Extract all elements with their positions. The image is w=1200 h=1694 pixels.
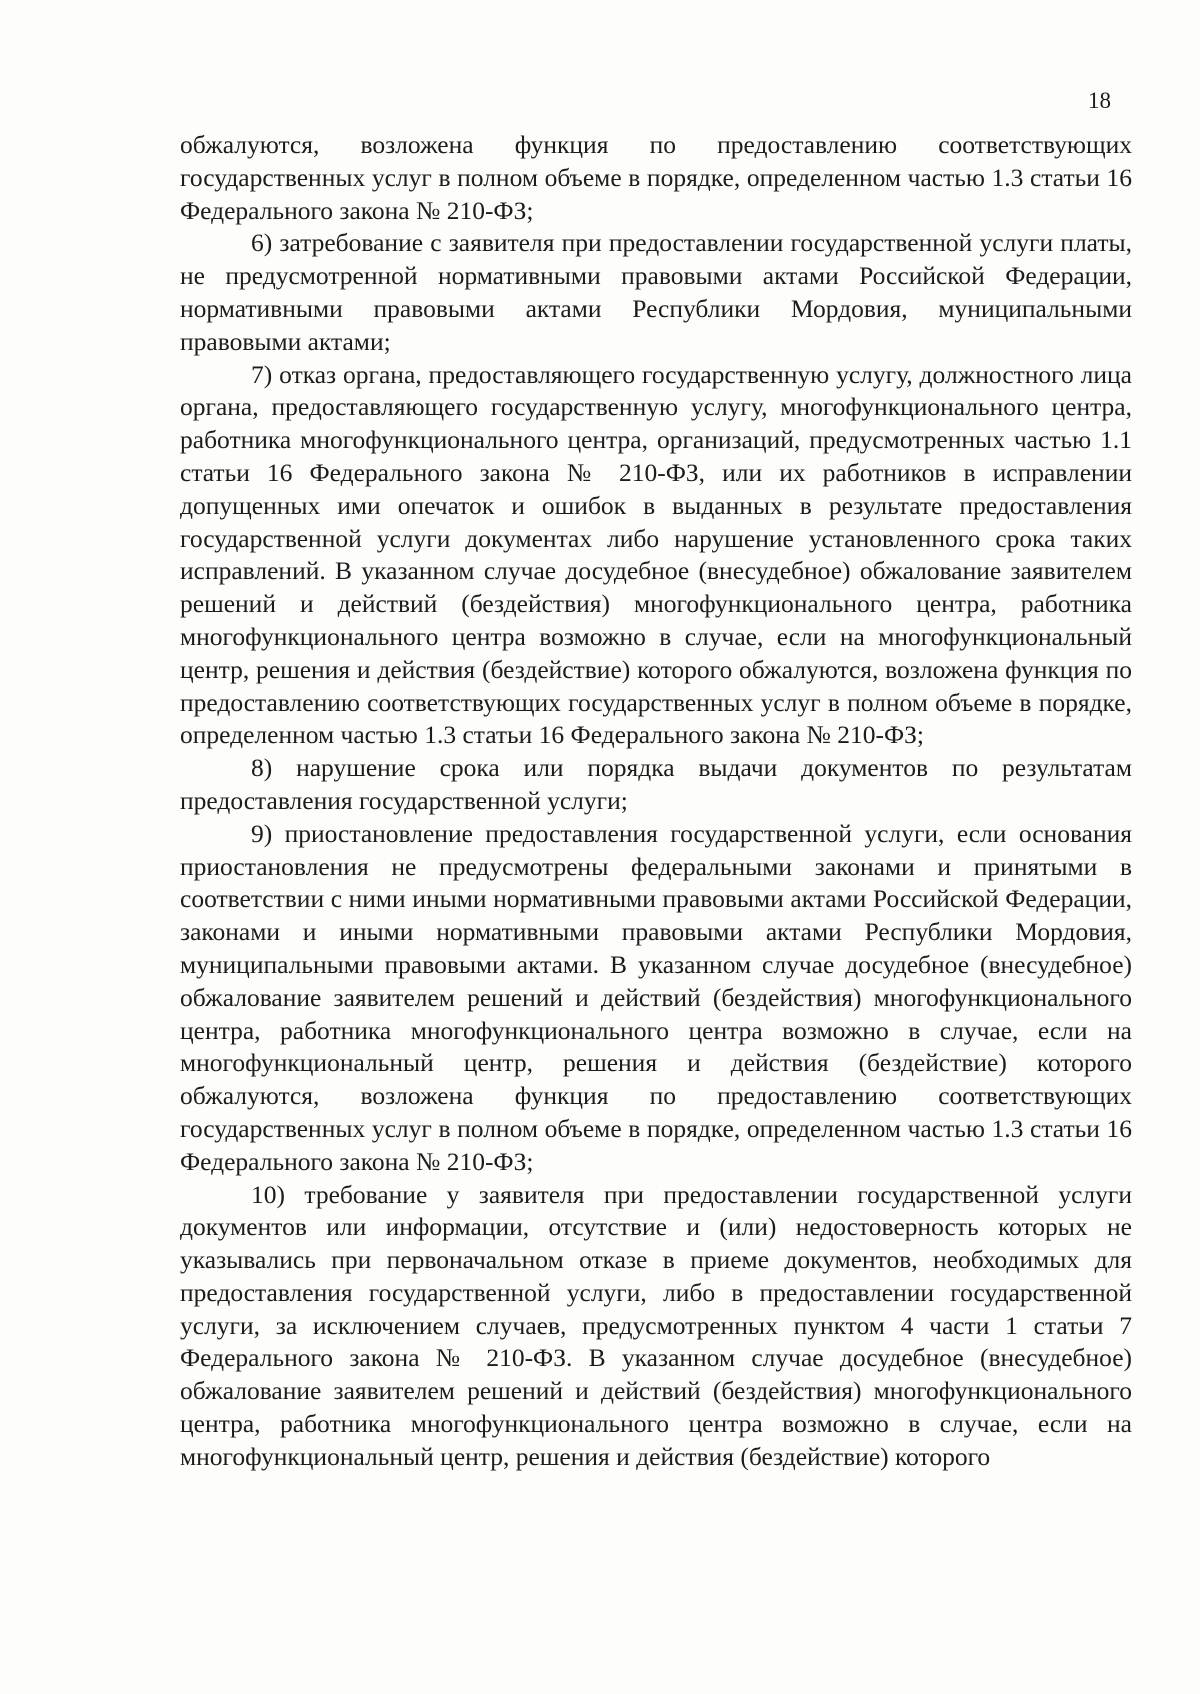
paragraph-item-7: 7) отказ органа, предоставляющего государственную услугу, должностного лица органа, предоставляющего государственную услугу, многофункционального центра, работника многофункционального центра, организаций, предусмотренных частью 1.1 статьи 16 Федерального закона № 210-ФЗ, или их работников в исправлении допущенных ими опечаток и ошибок в выданных в результате предоставления государственной услуги документах либо нарушение установленного срока таких исправлений. В указанном случае досудебное (внесудебное) обжалование заявителем решений и действий (бездействия) многофункционального центра, работника многофункционального центра возможно в случае, если на многофункциональный центр, решения и действия (бездействие) которого обжалуются, возложена функция по предоставлению соответствующих государственных услуг в полном объеме в порядке, определенном частью 1.3 статьи 16 Федерального закона № 210-ФЗ; xyxy=(180,359,1132,750)
document-body xyxy=(180,129,1132,1474)
paragraph-item-8: 8) нарушение срока или порядка выдачи документов по результатам предоставления государственной услуги; xyxy=(180,753,1132,815)
page-number: 18 xyxy=(1088,88,1111,113)
paragraph-item-6: 6) затребование с заявителя при предоставлении государственной услуги платы, не предусмотренной нормативными правовыми актами Российской Федерации, нормативными правовыми актами Республики Мордовия, муниципальными правовыми актами; xyxy=(180,228,1132,356)
paragraph-item-10: 10) требование у заявителя при предоставлении государственной услуги документов или информации, отсутствие и (или) недостоверность которых не указывались при первоначальном отказе в приеме документов, необходимых для предоставления государственной услуги, либо в предоставлении государственной услуги, за исключением случаев, предусмотренных пунктом 4 части 1 статьи 7 Федерального закона № 210-ФЗ. В указанном случае досудебное (внесудебное) обжалование заявителем решений и действий (бездействия) многофункционального центра, работника многофункционального центра возможно в случае, если на многофункциональный центр, решения и действия (бездействие) которого xyxy=(180,1179,1132,1471)
paragraph-continuation: обжалуются, возложена функция по предоставлению соответствующих государственных услуг в полном объеме в порядке, определенном частью 1.3 статьи 16 Федерального закона № 210-ФЗ; xyxy=(180,130,1132,225)
paragraph-item-9: 9) приостановление предоставления государственной услуги, если основания приостановления не предусмотрены федеральными законами и принятыми в соответствии с ними иными нормативными правовыми актами Российской Федерации, законами и иными нормативными правовыми актами Республики Мордовия, муниципальными правовыми актами. В указанном случае досудебное (внесудебное) обжалование заявителем решений и действий (бездействия) многофункционального центра, работника многофункционального центра возможно в случае, если на многофункциональный центр, решения и действия (бездействие) которого обжалуются, возложена функция по предоставлению соответствующих государственных услуг в полном объеме в порядке, определенном частью 1.3 статьи 16 Федерального закона № 210-ФЗ; xyxy=(180,818,1132,1176)
